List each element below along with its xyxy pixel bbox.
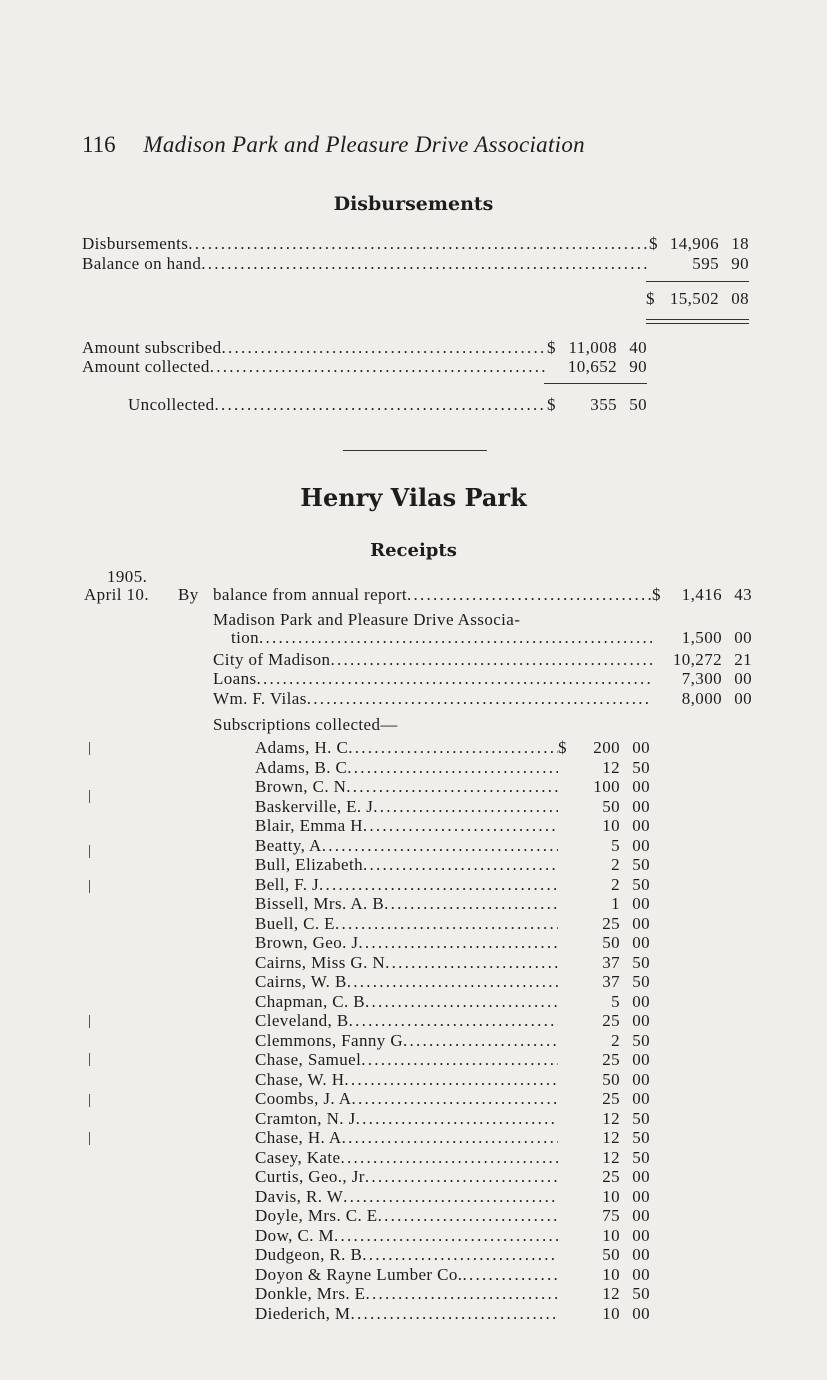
subscription-row: Diederich, M . . . 10 00 bbox=[255, 1304, 650, 1324]
margin-mark bbox=[89, 845, 90, 858]
rule bbox=[646, 281, 749, 282]
receipt-item: Loans . . . 7,300 00 bbox=[213, 669, 752, 689]
receipt-item: City of Madison . . . 10,272 21 bbox=[213, 650, 752, 670]
subscription-row: Casey, Kate . . . 12 50 bbox=[255, 1148, 650, 1168]
park-heading: Henry Vilas Park bbox=[300, 483, 527, 512]
subscription-row: Bull, Elizabeth . . . 2 50 bbox=[255, 855, 650, 875]
section-divider bbox=[343, 450, 487, 451]
margin-mark bbox=[89, 742, 90, 755]
subscription-row: Brown, Geo. J . . . 50 00 bbox=[255, 933, 650, 953]
margin-mark bbox=[89, 880, 90, 893]
subscription-row: Brown, C. N . . . 100 00 bbox=[255, 777, 650, 797]
subscription-row: Cairns, W. B . . . 37 50 bbox=[255, 972, 650, 992]
subscription-row: Doyle, Mrs. C. E . . . 75 00 bbox=[255, 1206, 650, 1226]
disbursement-row: Balance on hand . . . 595 90 bbox=[82, 254, 749, 274]
disbursement-row: Disbursements . . . $ 14,906 18 bbox=[82, 234, 749, 254]
receipts-heading: Receipts bbox=[370, 540, 457, 561]
subscription-row: Coombs, J. A . . . 25 00 bbox=[255, 1089, 650, 1109]
subscription-row: Donkle, Mrs. E . . . 12 50 bbox=[255, 1284, 650, 1304]
margin-mark bbox=[89, 1015, 90, 1028]
receipt-item: balance from annual report . . . $ 1,416 43 bbox=[213, 585, 752, 605]
subscription-row: Chapman, C. B . . . 5 00 bbox=[255, 992, 650, 1012]
margin-mark bbox=[89, 1094, 90, 1107]
subscription-row: Adams, H. C . . . $ 200 00 bbox=[255, 738, 650, 758]
subscription-row: Davis, R. W . . . 10 00 bbox=[255, 1187, 650, 1207]
date-label: April 10. bbox=[84, 585, 149, 604]
subscription-row: Blair, Emma H . . . 10 00 bbox=[255, 816, 650, 836]
subscription-row: Curtis, Geo., Jr . . . 25 00 bbox=[255, 1167, 650, 1187]
subscription-row: Baskerville, E. J . . . 50 00 bbox=[255, 797, 650, 817]
double-rule bbox=[646, 319, 749, 324]
uncollected-row: Uncollected . . . $ 355 50 bbox=[128, 395, 647, 415]
page-number: 116 bbox=[82, 132, 116, 157]
subscription-row: Cairns, Miss G. N . . . 37 50 bbox=[255, 953, 650, 973]
year-label: 1905. bbox=[107, 567, 148, 586]
rule bbox=[544, 383, 647, 384]
subscriptions-label: Subscriptions collected— bbox=[213, 715, 398, 734]
subscription-row: Adams, B. C . . . 12 50 bbox=[255, 758, 650, 778]
subscription-row: Dow, C. M . . . 10 00 bbox=[255, 1226, 650, 1246]
subscription-row: Cleveland, B . . . 25 00 bbox=[255, 1011, 650, 1031]
running-header bbox=[82, 132, 585, 158]
margin-mark bbox=[89, 790, 90, 803]
subscription-row: Clemmons, Fanny G . . . 2 50 bbox=[255, 1031, 650, 1051]
by-label: By bbox=[178, 585, 199, 604]
subscription-row: Cramton, N. J . . . 12 50 bbox=[255, 1109, 650, 1129]
margin-mark bbox=[89, 1053, 90, 1066]
subscription-row: Bissell, Mrs. A. B . . . 1 00 bbox=[255, 894, 650, 914]
margin-mark bbox=[89, 1132, 90, 1145]
disbursements-total: $ 15,502 08 bbox=[646, 289, 749, 308]
amount-collected-row: Amount collected . . . 10,652 90 bbox=[82, 357, 647, 377]
amount-subscribed-row: Amount subscribed . . . $ 11,008 40 bbox=[82, 338, 647, 358]
subscription-row: Bell, F. J . . . 2 50 bbox=[255, 875, 650, 895]
subscription-row: Dudgeon, R. B . . . 50 00 bbox=[255, 1245, 650, 1265]
subscription-row: Doyon & Rayne Lumber Co. . . . 10 00 bbox=[255, 1265, 650, 1285]
subscription-row: Chase, H. A . . . 12 50 bbox=[255, 1128, 650, 1148]
subscription-row: Buell, C. E . . . 25 00 bbox=[255, 914, 650, 934]
receipt-item: Wm. F. Vilas . . . 8,000 00 bbox=[213, 689, 752, 709]
disbursements-heading: Disbursements bbox=[333, 193, 494, 215]
receipt-item: tion . . . 1,500 00 bbox=[231, 628, 752, 648]
receipt-item: Madison Park and Pleasure Drive Associa- bbox=[213, 610, 521, 629]
subscription-row: Beatty, A . . . 5 00 bbox=[255, 836, 650, 856]
header-title: Madison Park and Pleasure Drive Association bbox=[143, 132, 585, 157]
subscription-row: Chase, W. H . . . 50 00 bbox=[255, 1070, 650, 1090]
subscription-row: Chase, Samuel . . . 25 00 bbox=[255, 1050, 650, 1070]
